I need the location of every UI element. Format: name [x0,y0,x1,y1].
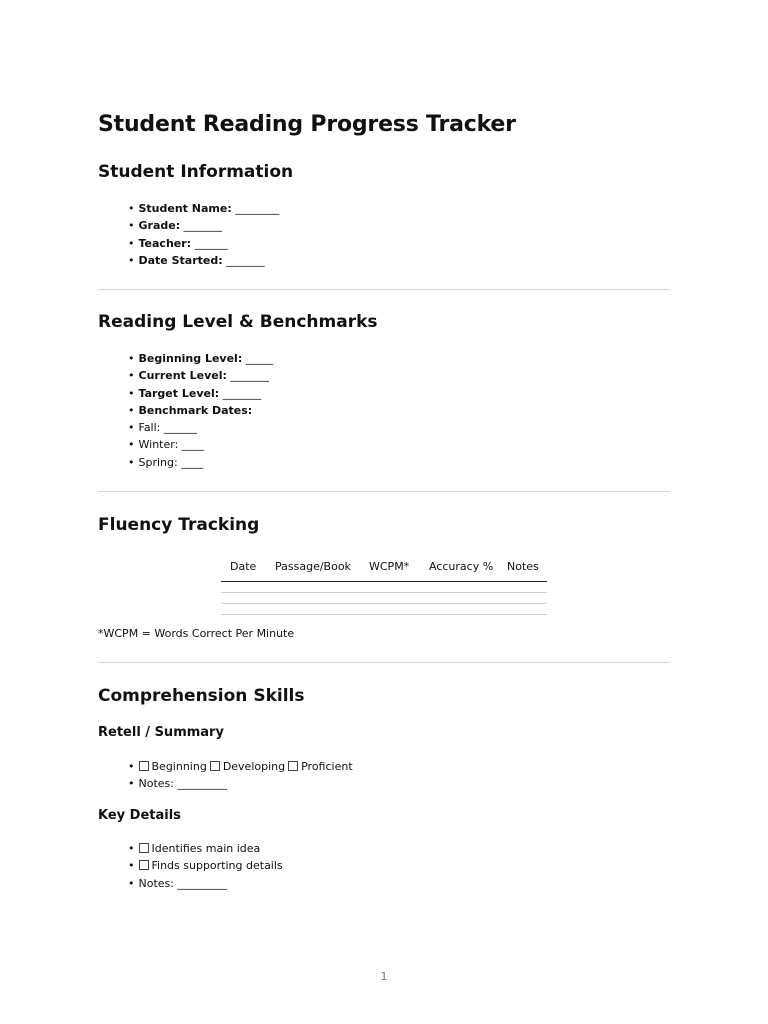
checkbox-icon[interactable] [210,761,220,771]
checkbox-icon[interactable] [288,761,298,771]
list-item [128,350,273,367]
reading-level-list [128,350,273,471]
column-header-notes: Notes [507,560,539,573]
list-item [128,200,279,217]
column-header-date: Date [230,560,257,573]
check-supporting-details: Finds supporting details [151,859,283,873]
key-details-notes: • Notes: _________ [128,875,283,892]
list-item [128,840,283,857]
list-item [128,252,279,269]
current-level-value: _______ [230,369,269,383]
table-row [221,604,547,615]
comprehension-heading: Comprehension Skills [98,686,305,706]
list-item [128,385,273,402]
student-name-value: ________ [235,202,280,215]
teacher-value: ______ [194,236,228,250]
section-divider [98,662,670,663]
current-level-label: Current Level: [138,369,227,383]
fluency-table [221,557,547,615]
table-row [221,582,547,593]
list-item [128,402,273,419]
benchmark-dates-label: Benchmark Dates: [138,403,253,417]
student-info-heading: Student Information [98,162,294,182]
list-item [128,235,279,252]
fall-date-item: • Fall: ______ [128,419,273,436]
list-item [128,857,283,874]
page-title: Student Reading Progress Tracker [98,112,516,137]
list-item [128,758,353,775]
option-developing: Developing [222,760,286,773]
key-details-heading: Key Details [98,808,181,823]
section-divider [98,289,670,290]
column-header-passage: Passage/Book [275,560,351,573]
table-row [221,593,547,604]
student-info-list [128,200,279,269]
target-level-label: Target Level: [138,386,220,400]
page-number: 1 [380,970,388,983]
date-started-label: Date Started: [138,253,223,267]
option-beginning: Beginning [151,760,207,773]
fluency-heading: Fluency Tracking [98,515,260,535]
beginning-level-value: _____ [245,352,274,365]
retell-heading: Retell / Summary [98,725,224,740]
student-name-label: Student Name: [138,202,232,215]
beginning-level-label: Beginning Level: [138,352,243,365]
date-started-value: _______ [226,253,265,267]
check-main-idea: Identifies main idea [151,842,261,855]
retell-notes: • Notes: _________ [128,775,353,792]
key-details-list [128,840,283,892]
reading-level-heading: Reading Level & Benchmarks [98,312,378,332]
winter-date-item: • Winter: ____ [128,436,273,453]
retell-list [128,758,353,793]
section-divider [98,491,670,492]
spring-date-item: • Spring: ____ [128,454,273,471]
target-level-value: _______ [222,386,262,400]
column-header-accuracy: Accuracy % [429,560,494,573]
grade-label: Grade: [138,219,181,233]
checkbox-icon[interactable] [139,761,149,771]
list-item [128,217,279,234]
teacher-label: Teacher: [138,236,192,250]
option-proficient: Proficient [301,760,353,773]
checkbox-icon[interactable] [139,843,149,853]
table-header [221,557,547,582]
wcpm-footnote: *WCPM = Words Correct Per Minute [98,627,295,640]
checkbox-icon[interactable] [139,860,149,870]
list-item [128,367,273,384]
column-header-wcpm: WCPM* [369,560,410,573]
grade-value: _______ [183,219,223,233]
